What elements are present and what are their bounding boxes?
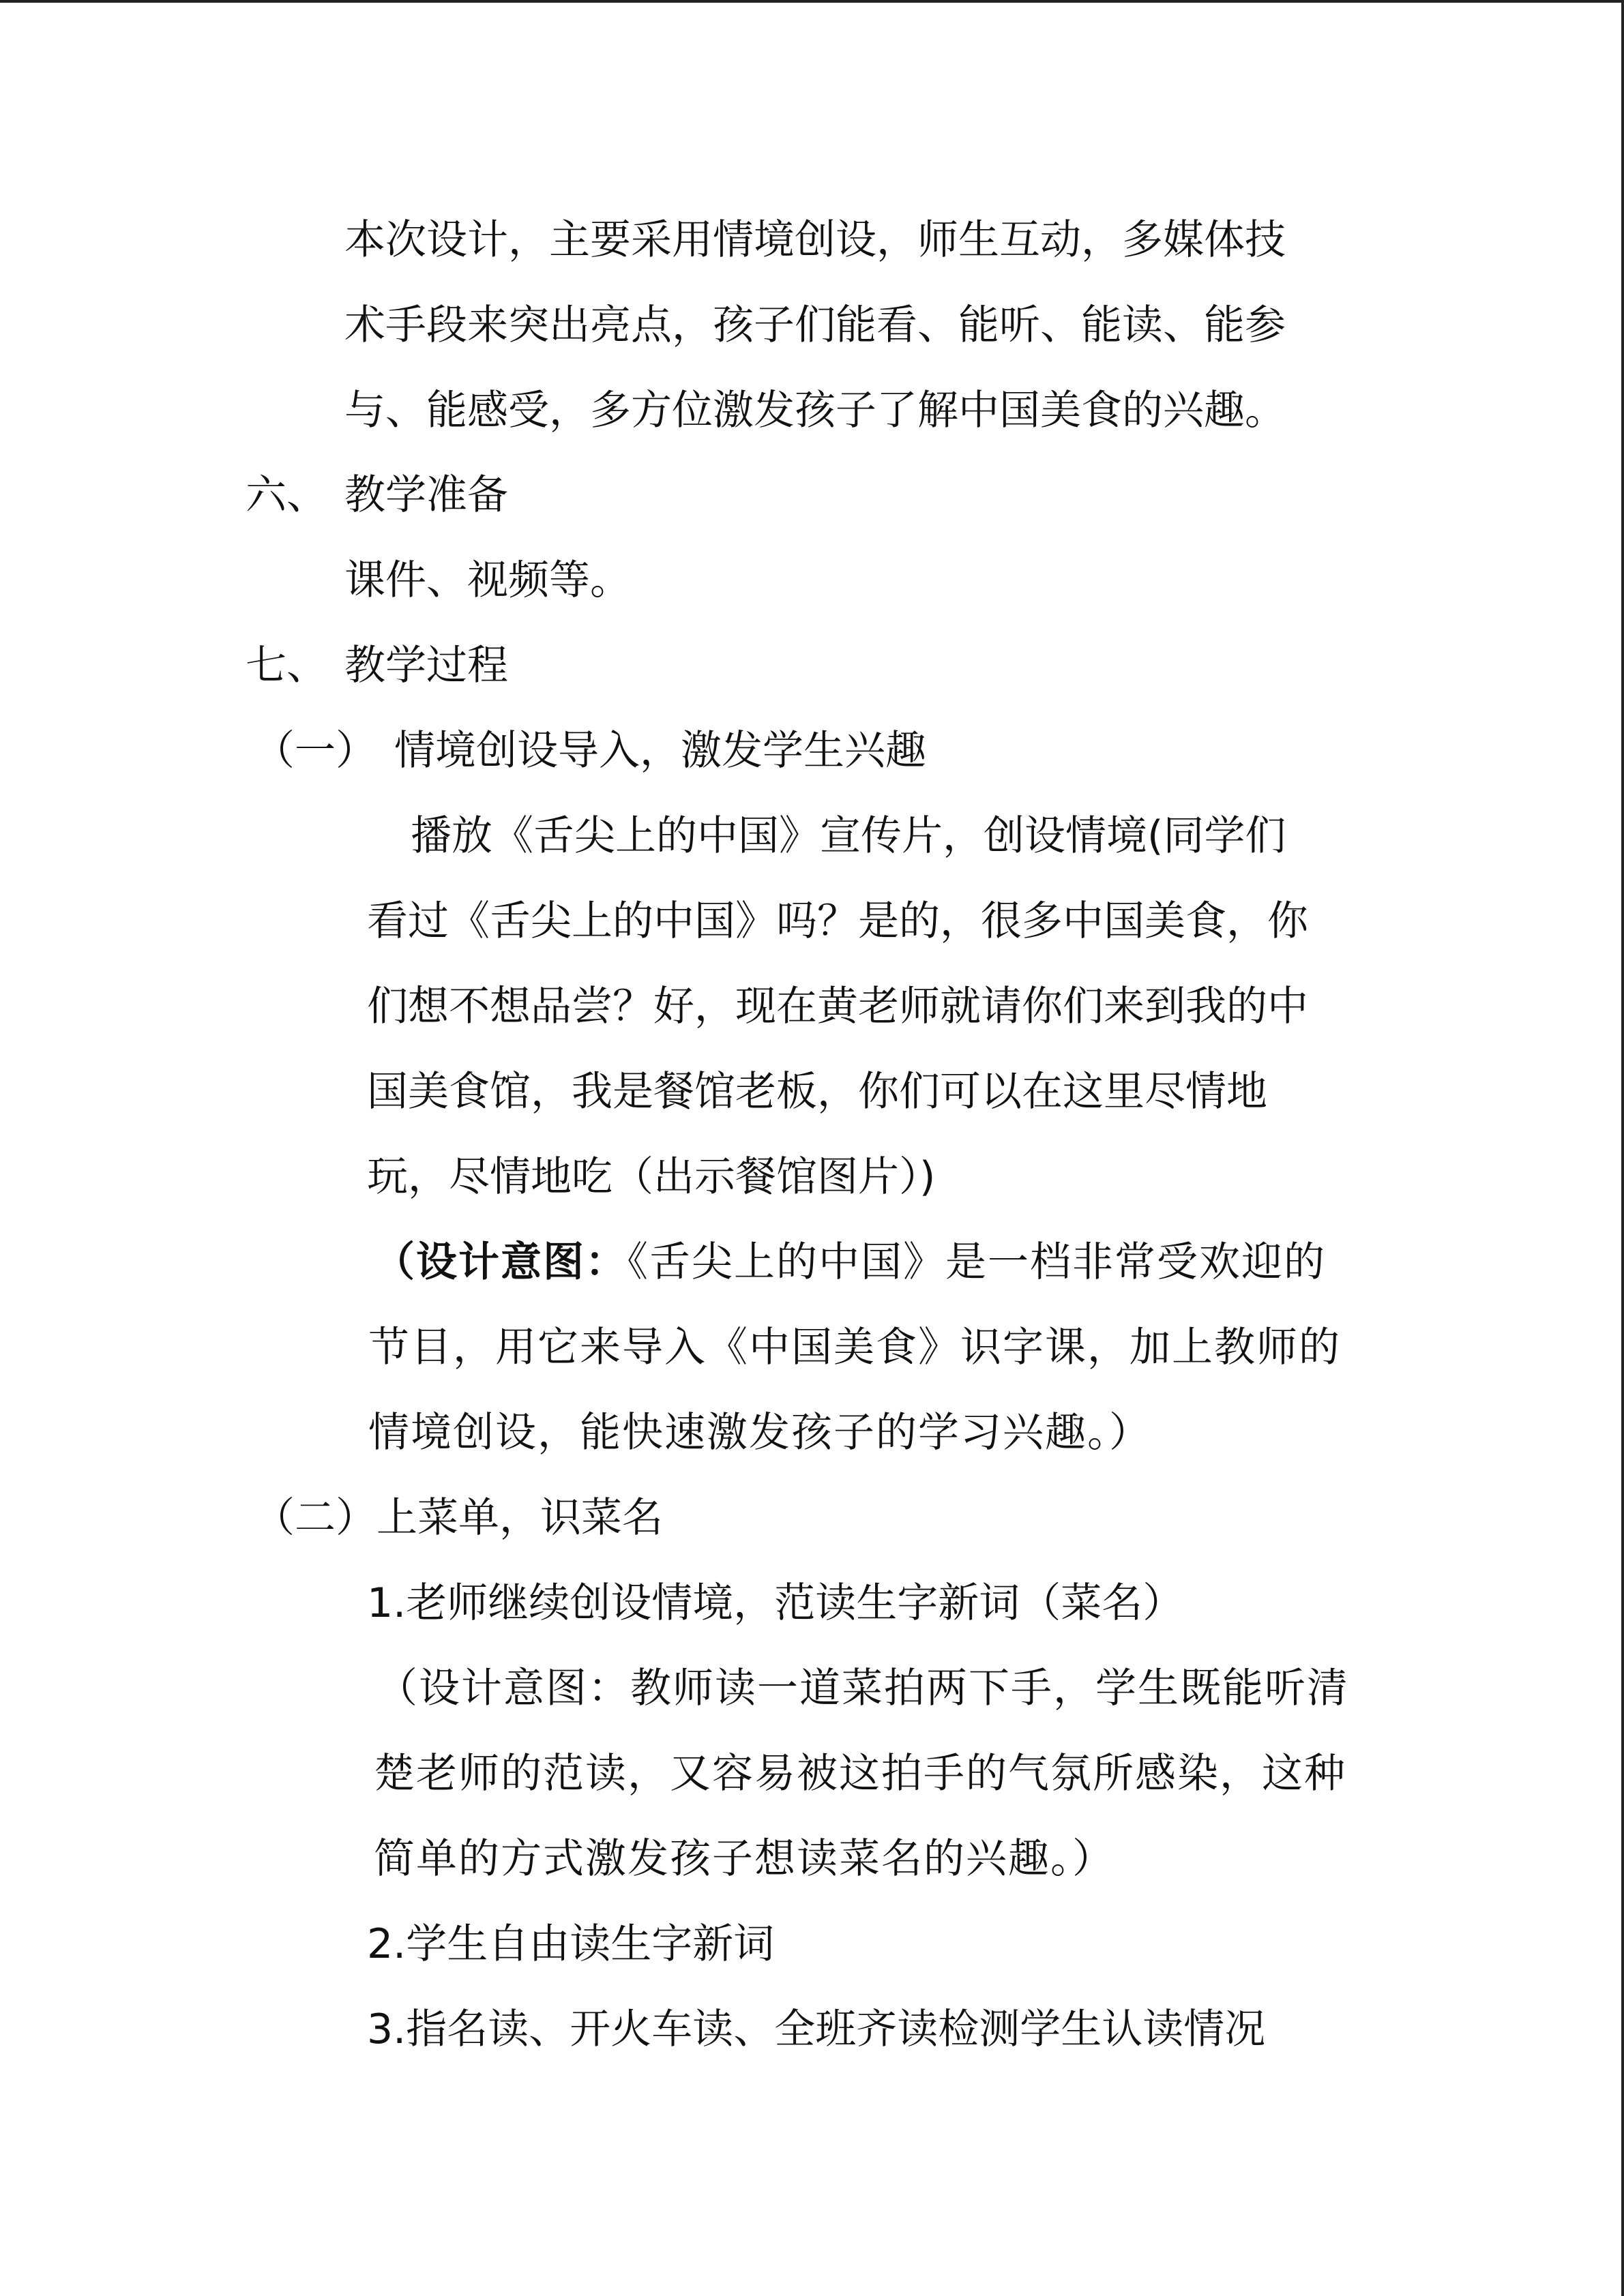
section-6-title: 教学准备 [344, 471, 508, 519]
part-2-intent-line-3: 简单的方式激发孩子想读菜名的兴趣。） [374, 1835, 1114, 1883]
part-2-step-3: 3.指名读、开火车读、全班齐读检测学生认读情况 [367, 2006, 1266, 2053]
page-border-top [0, 0, 1624, 3]
section-7-title: 教学过程 [344, 642, 508, 689]
part-1-body-line-2: 看过《舌尖上的中国》吗？是的，很多中国美食，你 [367, 897, 1308, 945]
design-paragraph-line-2: 术手段来突出亮点，孩子们能看、能听、能读、能参 [344, 301, 1286, 349]
part-1-body-line-5: 玩，尽情地吃（出示餐馆图片）) [367, 1153, 936, 1201]
design-paragraph-line-3: 与、能感受，多方位激发孩子了解中国美食的兴趣。 [344, 387, 1286, 434]
part-2-step-1: 1.老师继续创设情境，范读生字新词（菜名） [367, 1579, 1184, 1627]
part-2-step-2: 2.学生自由读生字新词 [367, 1920, 775, 1968]
part-1-intent-label: （设计意图： [374, 1238, 628, 1286]
part-1-body-line-3: 们想不想品尝？好，现在黄老师就请你们来到我的中 [367, 983, 1308, 1030]
section-6-number: 六、 [246, 471, 327, 519]
part-1-intent-line-3: 情境创设，能快速激发孩子的学习兴趣。） [368, 1409, 1151, 1457]
part-2-title: （二）上菜单，识菜名 [254, 1494, 663, 1542]
part-1-intent-line-1 [374, 1235, 1326, 1289]
section-7-number: 七、 [246, 642, 327, 689]
section-6-body: 课件、视频等。 [344, 556, 631, 604]
part-1-title: 情境创设导入，激发学生兴趣 [394, 727, 926, 775]
part-1-label: （一） [254, 727, 377, 775]
part-1-body-line-4: 国美食馆，我是餐馆老板，你们可以在这里尽情地 [367, 1068, 1267, 1116]
design-paragraph-line-1: 本次设计，主要采用情境创设，师生互动，多媒体技 [344, 216, 1286, 264]
part-2-intent-line-2: 楚老师的范读，又容易被这拍手的气氛所感染，这种 [374, 1750, 1346, 1798]
page-border-right [1621, 0, 1624, 2296]
part-1-intent-text: 《舌尖上的中国》是一档非常受欢迎的 [628, 1238, 1326, 1286]
part-2-intent-line-1: （设计意图：教师读一道菜拍两下手，学生既能听清 [377, 1665, 1349, 1712]
part-1-body-line-1: 播放《舌尖上的中国》宣传片，创设情境(同学们 [411, 812, 1286, 860]
part-1-intent-line-2: 节目，用它来导入《中国美食》识字课，加上教师的 [368, 1324, 1341, 1371]
